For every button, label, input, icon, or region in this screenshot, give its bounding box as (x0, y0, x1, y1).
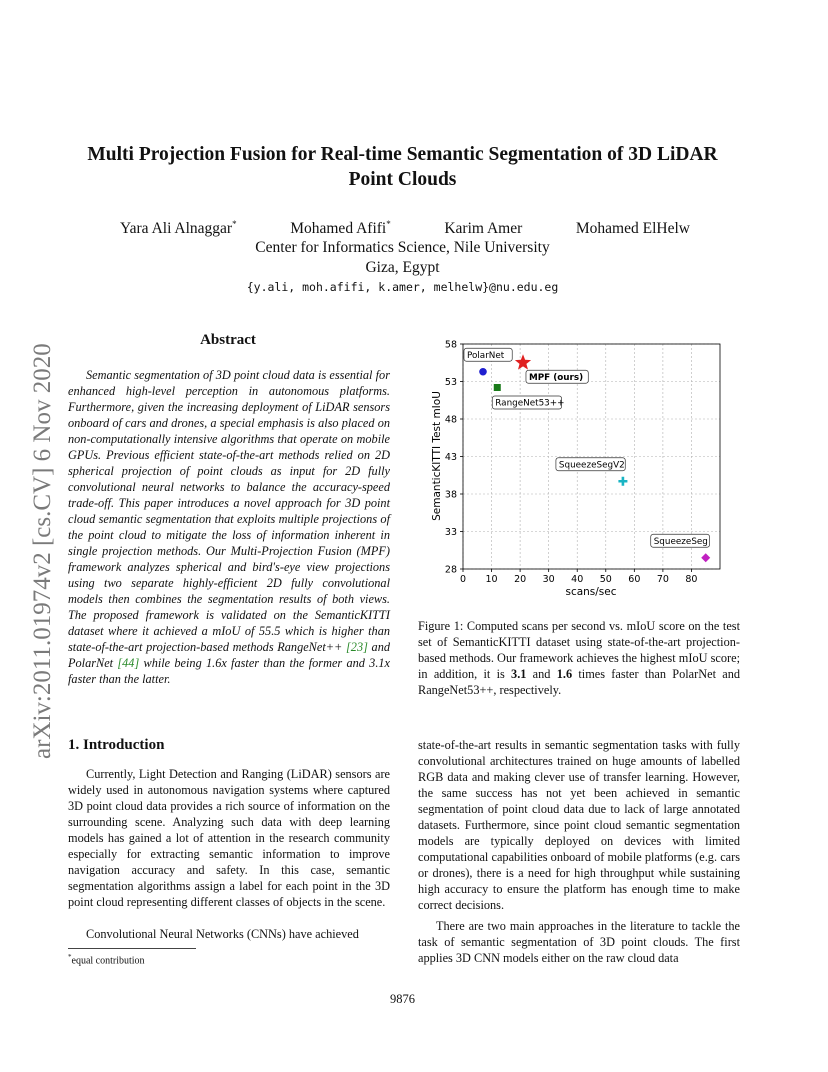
intro-paragraph: Convolutional Neural Networks (CNNs) have achieved (86, 927, 359, 941)
scatter-chart (425, 332, 745, 602)
affiliation: Center for Informatics Science, Nile University (255, 239, 550, 256)
citation-link[interactable]: [44] (117, 656, 140, 670)
x-tick-label: 70 (656, 574, 669, 585)
citation-link[interactable]: [23] (346, 640, 368, 654)
figure-caption: Figure 1: Computed scans per second vs. mIoU score on the test set of SemanticKITTI dataset using state-of-the-art projection-based methods. Our framework achieves the highest mIoU score; in addition, it is 3.1 and 1.6 times faster than PolarNet and RangeNet53++, respectively. (418, 619, 741, 697)
page-number: 9876 (390, 992, 415, 1006)
author: Mohamed ElHelw (575, 220, 690, 238)
author: Yara Ali Alnaggar* (120, 219, 237, 238)
intro-paragraph: Currently, Light Detection and Ranging (LiDAR) sensors are widely used in autonomous navigation systems where captured 3D point cloud data provides a rich source of information on the surrounding scene. Analyzing such data with deep learning models has gained a lot of attention in the research community especially for extracting semantic information to improve navigation accuracy and safety. In this case, semantic segmentation algorithms assign a label for each point in the 3D point cloud representing different classes of objects in the scene. (68, 767, 390, 909)
x-tick-label: 50 (599, 574, 612, 585)
arxiv-stamp-text: arXiv:2011.01974v2 [cs.CV] 6 Nov 2020 (29, 343, 56, 759)
x-tick-label: 10 (485, 574, 498, 585)
y-tick-label: 48 (444, 414, 457, 426)
data-point-squeezesegv2 (618, 477, 627, 486)
y-tick-label: 53 (444, 377, 457, 388)
footnote: *equal contribution (68, 953, 145, 967)
y-tick-label: 28 (444, 564, 457, 576)
x-tick-label: 30 (542, 574, 555, 585)
section-heading: 1. Introduction (68, 737, 165, 753)
x-tick-label: 20 (514, 574, 527, 585)
author: Karim Amer (444, 220, 523, 238)
author-emails: {y.ali, moh.afifi, k.amer, melhelw}@nu.edu.eg (246, 280, 559, 294)
data-point-rangenet (494, 384, 501, 391)
point-label: PolarNet (466, 350, 505, 361)
y-tick-label: 58 (444, 339, 457, 351)
footnote-rule (68, 948, 196, 949)
y-tick-label: 43 (444, 452, 457, 463)
point-label: SqueezeSeg (653, 536, 708, 547)
point-label: SqueezeSegV2 (558, 460, 625, 471)
x-tick-label: 80 (685, 574, 698, 585)
x-tick-label: 0 (459, 574, 467, 585)
data-point-squeezeseg (701, 553, 710, 562)
data-point-mpf (515, 354, 531, 369)
y-axis-label: SemanticKITTI Test mIoU (431, 391, 443, 521)
figure-1 (425, 332, 745, 602)
x-tick-label: 40 (571, 574, 584, 585)
right-column-paragraph: state-of-the-art results in semantic segmentation tasks with fully convolutional architectures trained on huge amounts of labelled RGB data and making clever use of transfer learning. However, the same success has not yet been achieved in semantic segmentation of point cloud data due to lack of large annotated datasets. Furthermore, since point cloud semantic segmentation models are typically deployed on devices with limited computational capabilities onboard of mobile platforms (e.g. cars or drones), there is a need for high throughput while sustaining high accuracy to ensure the platform has enough time to make correct decisions. (418, 738, 740, 912)
right-column-paragraph: There are two main approaches in the literature to tackle the task of semantic segmentation of 3D point clouds. The first applies 3D CNN models either on the raw cloud data (418, 919, 740, 965)
arxiv-stamp (22, 287, 62, 762)
title-line-2: Point Clouds (348, 169, 457, 190)
paper-title (70, 142, 735, 192)
location: Giza, Egypt (365, 259, 440, 276)
y-tick-label: 38 (444, 489, 457, 501)
point-label: RangeNet53++ (495, 398, 565, 409)
abstract-body: Semantic segmentation of 3D point cloud data is essential for enhanced high-level perception in autonomous platforms. Furthermore, given the increasing deployment of LiDAR sensors onboard of cars and drones, a special emphasis is also placed on non-computationally intensive algorithms that operate on mobile GPUs. Previous efficient state-of-the-art methods relied on 2D spherical projection of point clouds as input for 2D fully convolutional neural networks to balance the accuracy-speed trade-off. This paper introduces a novel approach for 3D point cloud semantic segmentation that exploits multiple projections of the point cloud to mitigate the loss of information inherent in single projection methods. Our Multi-Projection Fusion (MPF) framework analyzes spherical and bird's-eye view projections using two separate highly-efficient 2D fully convolutional models then combines the segmentation results of both views. The proposed framework is validated on the SemanticKITTI dataset where it achieved a mIoU of 55.5 which is higher than state-of-the-art projection-based methods RangeNet++ [23] and PolarNet [44] while being 1.6x faster than the former and 3.1x faster than the latter. (68, 368, 390, 686)
author: Mohamed Afifi* (290, 219, 391, 238)
data-point-polarnet (479, 368, 487, 376)
point-label: MPF (ours) (528, 372, 584, 383)
x-tick-label: 60 (628, 574, 641, 585)
y-tick-label: 33 (444, 527, 457, 538)
abstract-heading: Abstract (200, 332, 256, 348)
x-axis-label: scans/sec (565, 586, 617, 598)
title-line-1: Multi Projection Fusion for Real-time Semantic Segmentation of 3D LiDAR (87, 144, 718, 165)
author-list (120, 219, 690, 238)
